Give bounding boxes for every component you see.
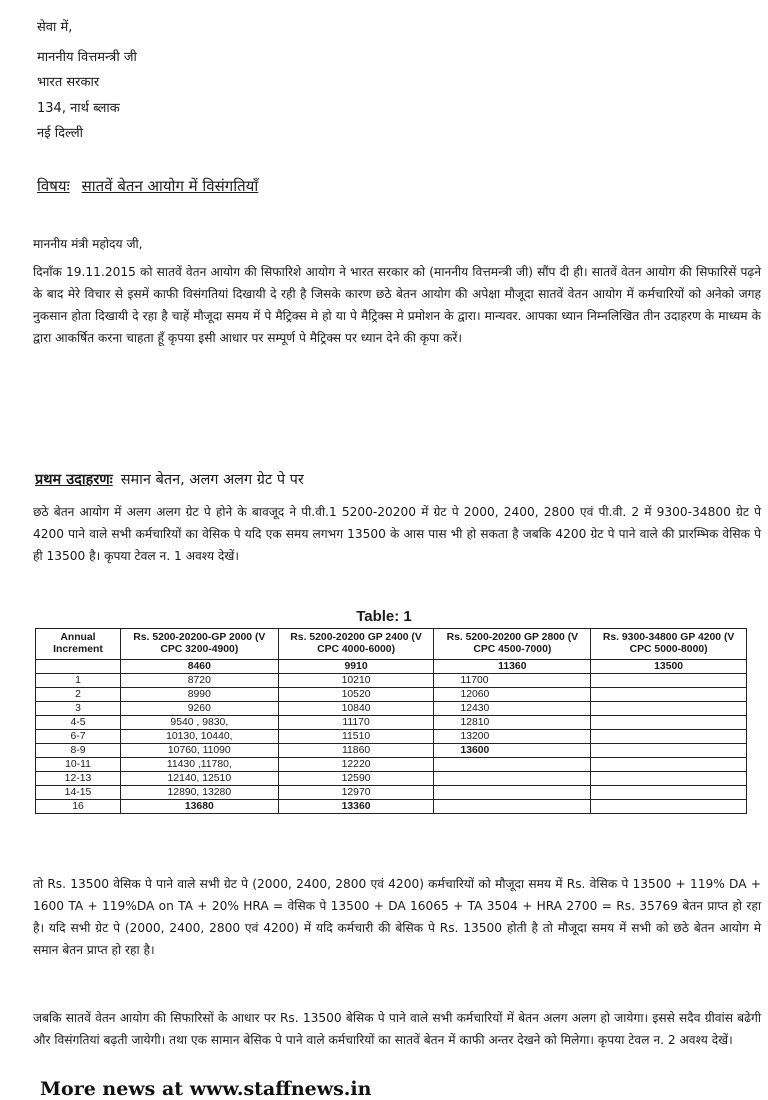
closing-paragraph: जबकि सातवें वेतन आयोग की सिफारिसों के आधार पर Rs. 13500 बेसिक पे पाने वाले सभी कर्मचारियों में बेतन अलग अलग हो जायेगा। इससे सदैव ग्रीवांस बढेगी और विसंगतियां बढ़ती जायेगी। तथा एक सामान बेसिक पे पाने वाले कर्मचारियों का सातवें बेतन में काफी अन्तर देखने को मिलेगा। कृपया टेवल न. 2 अवश्य देखें। xyxy=(33,1011,761,1047)
table-cell: 11170 xyxy=(278,716,434,730)
table-cell: 12810 xyxy=(434,716,591,730)
example-heading xyxy=(35,469,304,489)
subject-label: विषयः xyxy=(37,177,70,195)
address-line-organisation: भारत सरकार xyxy=(37,75,100,90)
example-label: प्रथम उदाहरणः xyxy=(35,472,113,488)
table-cell: 12140, 12510 xyxy=(120,772,278,786)
salutation: माननीय मंत्री महोदय जी, xyxy=(33,237,143,251)
table-cell xyxy=(591,688,747,702)
table-cell: 11510 xyxy=(278,730,434,744)
header-annual-increment: Annual Increment xyxy=(36,629,121,660)
table-cell xyxy=(434,772,591,786)
table-cell xyxy=(434,758,591,772)
table-cell: 6-7 xyxy=(36,730,121,744)
table-cell: 8990 xyxy=(120,688,278,702)
table-cell: 11700 xyxy=(434,674,591,688)
table-row xyxy=(36,786,747,800)
table-row xyxy=(36,716,747,730)
intro-paragraph: दिनाँक 19.11.2015 को सातवें वेतन आयोग की सिफारिशे आयोग ने भारत सरकार को (माननीय वित्तमन्त्री जी) सौंप दी ही। सातवें वेतन आयोग की सिफारिसें पढ़ने के बाद मेरे विचार से इसमें काफी विसंगतियां दिखायी दे रही है जिसके कारण छठे बेतन आयोग की अपेक्षा मौजूदा सातवें वेतन आयोग में कर्मचारियों को अनेको जगह नुकसान होता दिखायी दे रहा है चाहें मौजूदा समय में पे मैट्रिक्स मे हो या पे मैट्रिक्स मे प्रमोशन के द्वारा। मान्यवर. आपका ध्यान निम्नलिखित तीन उदाहरण के माध्यम के द्वारा आकर्षित करना चाहता हूँ कृपया इसी आधार पर सम्पूर्ण पे मैट्रिक्स पर ध्यान देने की कृपा करें। xyxy=(33,265,761,345)
table-cell: 13200 xyxy=(434,730,591,744)
table-cell: 9260 xyxy=(120,702,278,716)
header-gp-4200: Rs. 9300-34800 GP 4200 (V CPC 5000-8000) xyxy=(591,629,747,660)
table-cell: 9910 xyxy=(278,660,434,674)
table-cell xyxy=(591,716,747,730)
subject-text: सातवें बेतन आयोग में विसंगतियाँ xyxy=(81,177,259,195)
address-line-recipient: माननीय वित्तमन्त्री जी xyxy=(37,50,137,65)
address-line-salutation: सेवा में, xyxy=(37,20,73,35)
table-cell: 13360 xyxy=(278,800,434,814)
increment-table xyxy=(35,628,747,814)
table-cell: 12590 xyxy=(278,772,434,786)
example-title: समान बेतन, अलग अलग ग्रेट पे पर xyxy=(120,472,304,488)
table-cell: 3 xyxy=(36,702,121,716)
table-cell xyxy=(591,730,747,744)
table-cell: 12220 xyxy=(278,758,434,772)
table-cell: 10840 xyxy=(278,702,434,716)
table-cell xyxy=(591,674,747,688)
table-cell: 11860 xyxy=(278,744,434,758)
table-row xyxy=(36,660,747,674)
footer-watermark: More news at www.staffnews.in xyxy=(40,1078,372,1100)
example-paragraph: छठे बेतन आयोग में अलग अलग ग्रेट पे होने के बावजूद ने पी.वी.1 5200-20200 में ग्रेट पे 2000, 2400, 2800 एवं पी.वी. 2 में 9300-34800 ग्रेट पे 4200 पाने वाले सभी कर्मचारियों का वेसिक पे यदि एक समय लगभग 13500 के आस पास भी हो सकता है जबकि 4200 ग्रेट पे पाने वाले की प्रारम्भिक वेसिक पे ही 13500 है। कृपया टेवल न. 1 अवश्य देखें। xyxy=(33,505,761,563)
table-row xyxy=(36,772,747,786)
table-cell xyxy=(36,660,121,674)
table-cell: 8720 xyxy=(120,674,278,688)
table-row xyxy=(36,744,747,758)
subject-line xyxy=(37,176,258,196)
table-cell: 12430 xyxy=(434,702,591,716)
table-cell: 12970 xyxy=(278,786,434,800)
table-cell: 4-5 xyxy=(36,716,121,730)
table-cell xyxy=(591,772,747,786)
table-cell: 10760, 11090 xyxy=(120,744,278,758)
table-cell xyxy=(591,744,747,758)
table-cell: 10520 xyxy=(278,688,434,702)
table-cell: 13500 xyxy=(591,660,747,674)
table-cell xyxy=(591,702,747,716)
table-row xyxy=(36,730,747,744)
table-row xyxy=(36,688,747,702)
table-cell: 2 xyxy=(36,688,121,702)
after-table-paragraph: तो Rs. 13500 वेसिक पे पाने वाले सभी ग्रेट पे (2000, 2400, 2800 एवं 4200) कर्मचारियों को मौजूदा समय में Rs. वेसिक पे 13500 + 119% DA + 1600 TA + 119%DA on TA + 20% HRA = वेसिक पे 13500 + DA 16065 + TA 3504 + HRA 2700 = Rs. 35769 बेतन प्राप्त हो रहा है। यदि सभी ग्रेट पे (2000, 2400, 2800 एवं 4200) में यदि कर्मचारी की बेसिक पे Rs. 13500 होती है तो मौजूदा समय में सभी को छठे बेतन आयोग मे समान बेतन प्राप्त हो रहा है। xyxy=(33,877,761,957)
table-cell xyxy=(591,800,747,814)
table-cell: 9540 , 9830, xyxy=(120,716,278,730)
table-title: Table: 1 xyxy=(356,608,412,625)
table-row xyxy=(36,674,747,688)
table-cell: 14-15 xyxy=(36,786,121,800)
table-cell: 10210 xyxy=(278,674,434,688)
address-line-city: नई दिल्ली xyxy=(37,126,84,141)
header-gp-2400: Rs. 5200-20200 GP 2400 (V CPC 4000-6000) xyxy=(278,629,434,660)
table-cell: 12890, 13280 xyxy=(120,786,278,800)
address-line-building: 134, नार्थ ब्लाक xyxy=(37,101,120,116)
table-cell: 8460 xyxy=(120,660,278,674)
table-cell: 13680 xyxy=(120,800,278,814)
table-cell xyxy=(434,786,591,800)
table-cell: 12-13 xyxy=(36,772,121,786)
table-cell: 13600 xyxy=(434,744,591,758)
table-row xyxy=(36,758,747,772)
table-cell xyxy=(591,786,747,800)
table-cell: 10130, 10440, xyxy=(120,730,278,744)
table-cell: 10-11 xyxy=(36,758,121,772)
table-header-row xyxy=(36,629,747,660)
table-row xyxy=(36,800,747,814)
header-gp-2800: Rs. 5200-20200 GP 2800 (V CPC 4500-7000) xyxy=(434,629,591,660)
table-cell: 11430 ,11780, xyxy=(120,758,278,772)
table-cell: 16 xyxy=(36,800,121,814)
table-cell: 8-9 xyxy=(36,744,121,758)
header-gp-2000: Rs. 5200-20200-GP 2000 (V CPC 3200-4900) xyxy=(120,629,278,660)
table-row xyxy=(36,702,747,716)
table-cell: 1 xyxy=(36,674,121,688)
table-cell: 12060 xyxy=(434,688,591,702)
table-cell xyxy=(591,758,747,772)
table-cell xyxy=(434,800,591,814)
table-cell: 11360 xyxy=(434,660,591,674)
